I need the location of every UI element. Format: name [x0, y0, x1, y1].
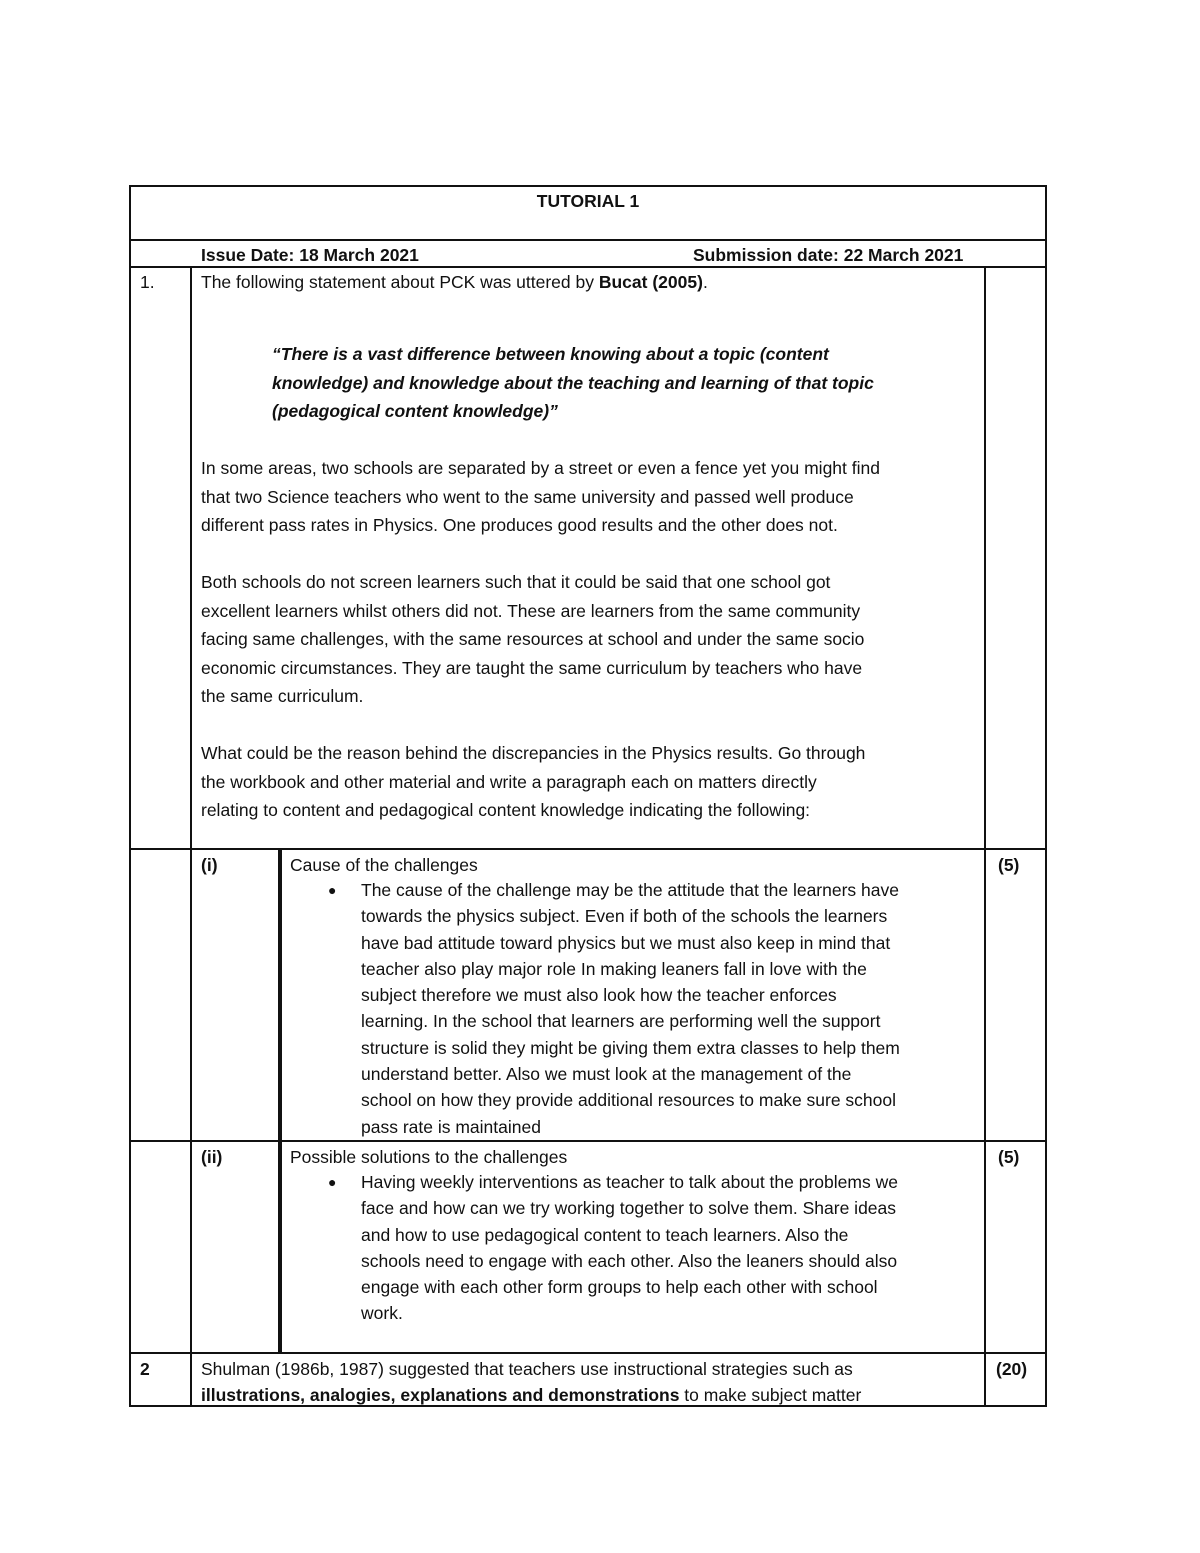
- sub-question-i-marks: (5): [998, 855, 1020, 875]
- answer-line: schools need to engage with each other. Also the leaners should also: [361, 1250, 898, 1271]
- table-col-number-divider: [190, 266, 192, 1407]
- table-border-sub-ii-bottom: [129, 1352, 1047, 1354]
- sub-question-i-answer: [361, 877, 900, 1140]
- table-border-left: [129, 185, 131, 1407]
- question-1-author: Bucat (2005): [598, 272, 703, 292]
- answer-line: pass rate is maintained: [361, 1116, 541, 1137]
- table-col-marks-divider: [984, 266, 986, 1407]
- answer-line: learning. In the school that learners are performing well the support: [361, 1011, 881, 1032]
- question-2-number: 2: [140, 1359, 150, 1379]
- paragraph-line: the same curriculum.: [201, 686, 364, 706]
- quote-line: “There is a vast difference between knowing about a topic (content: [272, 344, 829, 364]
- paragraph-line: economic circumstances. They are taught the same curriculum by teachers who have: [201, 657, 863, 678]
- question-1-intro: [201, 268, 708, 297]
- question-2-line-1: Shulman (1986b, 1987) suggested that teachers use instructional strategies such as: [201, 1359, 853, 1379]
- question-1-number: 1.: [140, 272, 155, 292]
- sub-question-ii-answer: [361, 1169, 898, 1327]
- pck-quote: [272, 340, 874, 426]
- question-1-intro-period: .: [702, 272, 708, 292]
- answer-line: teacher also play major role In making leaners fall in love with the: [361, 958, 867, 979]
- answer-line: face and how can we try working together to solve them. Share ideas: [361, 1198, 897, 1219]
- paragraph-line: What could be the reason behind the discrepancies in the Physics results. Go through: [201, 743, 866, 763]
- answer-line: school on how they provide additional resources to make sure school: [361, 1090, 897, 1111]
- tutorial-title: TUTORIAL 1: [536, 191, 640, 211]
- question-2-marks: (20): [996, 1359, 1028, 1379]
- question-2-strategies: illustrations, analogies, explanations and demonstrations: [201, 1385, 680, 1405]
- answer-line: work.: [361, 1303, 403, 1324]
- submission-date: Submission date: 22 March 2021: [693, 245, 964, 265]
- answer-line: and how to use pedagogical content to teach learners. Also the: [361, 1224, 849, 1245]
- answer-line: The cause of the challenge may be the attitude that the learners have: [361, 880, 899, 900]
- quote-line: (pedagogical content knowledge)”: [272, 401, 558, 421]
- question-2-line-2: [201, 1381, 861, 1410]
- table-border-q1-bottom: [129, 848, 1047, 850]
- paragraph-line: excellent learners whilst others did not. These are learners from the same community: [201, 600, 861, 621]
- answer-line: subject therefore we must also look how the teacher enforces: [361, 985, 837, 1006]
- paragraph-line: the workbook and other material and write a paragraph each on matters directly: [201, 771, 817, 792]
- question-1-intro-text: The following statement about PCK was uttered by: [201, 272, 599, 292]
- sub-question-i-label: (i): [201, 855, 218, 875]
- answer-line: have bad attitude toward physics but we must also keep in mind that: [361, 932, 891, 953]
- answer-line: engage with each other form groups to help each other with school: [361, 1277, 878, 1298]
- paragraph-line: that two Science teachers who went to the same university and passed well produce: [201, 486, 854, 507]
- paragraph-line: Both schools do not screen learners such that it could be said that one school got: [201, 572, 831, 592]
- question-1-paragraph-3: [201, 739, 865, 825]
- paragraph-line: relating to content and pedagogical content knowledge indicating the following:: [201, 800, 811, 820]
- question-2-line-2-rest: to make subject matter: [679, 1385, 862, 1405]
- table-border-right: [1045, 185, 1047, 1407]
- question-1-paragraph-1: [201, 454, 880, 540]
- sub-question-ii-marks: (5): [998, 1147, 1020, 1167]
- table-border-sub-i-bottom: [129, 1140, 1047, 1142]
- question-1-paragraph-2: [201, 568, 864, 711]
- sub-question-i-heading: Cause of the challenges: [290, 855, 478, 875]
- answer-line: towards the physics subject. Even if both of the schools the learners: [361, 906, 888, 927]
- quote-line: knowledge) and knowledge about the teaching and learning of that topic: [272, 372, 874, 393]
- paragraph-line: In some areas, two schools are separated by a street or even a fence yet you might find: [201, 458, 880, 478]
- answer-line: understand better. Also we must look at the management of the: [361, 1064, 852, 1085]
- answer-line: Having weekly interventions as teacher to talk about the problems we: [361, 1172, 898, 1192]
- paragraph-line: different pass rates in Physics. One produces good results and the other does not.: [201, 515, 838, 535]
- bullet-icon: ●: [328, 1174, 337, 1190]
- table-col-sub-divider-inner: [280, 848, 282, 1354]
- sub-question-ii-label: (ii): [201, 1147, 223, 1167]
- answer-line: structure is solid they might be giving them extra classes to help them: [361, 1037, 900, 1058]
- issue-date: Issue Date: 18 March 2021: [201, 245, 419, 265]
- sub-question-ii-heading: Possible solutions to the challenges: [290, 1147, 568, 1167]
- bullet-icon: ●: [328, 882, 337, 898]
- paragraph-line: facing same challenges, with the same resources at school and under the same socio: [201, 629, 865, 649]
